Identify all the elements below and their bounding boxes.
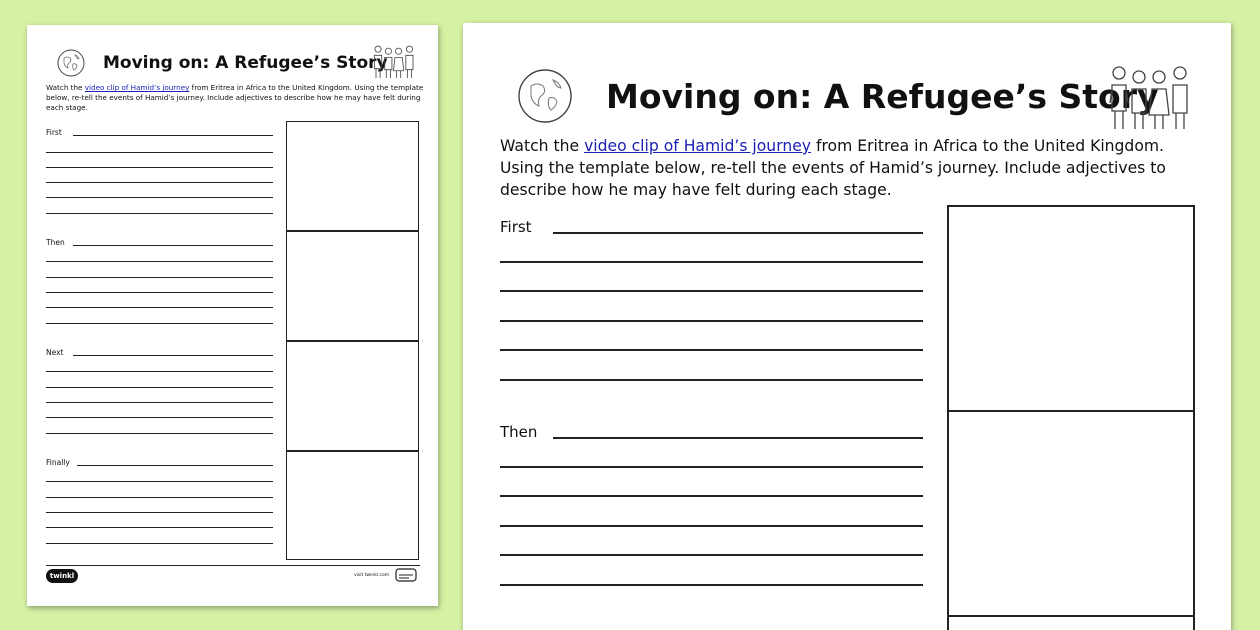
writing-line [73,355,273,356]
writing-line [46,197,273,198]
page-title: Moving on: A Refugee’s Story [103,53,388,73]
writing-line [553,437,923,439]
writing-line [73,245,273,246]
globe-icon [57,49,85,77]
writing-line [500,554,923,556]
worksheet-zoomed [463,23,1231,630]
writing-line [46,387,273,388]
writing-line [46,543,273,544]
globe-icon [517,68,573,124]
video-clip-link[interactable]: video clip of Hamid’s journey [84,83,190,92]
worksheet-thumbnail [27,25,438,606]
box-divider [287,450,418,452]
writing-line [46,152,273,153]
writing-line [46,167,273,168]
writing-line [500,349,923,351]
writing-line [500,584,923,586]
stage-label-finally: Finally [46,458,70,467]
instructions-text: Watch the video clip of Hamid’s journey from Eritrea in Africa to the United Kingdom. Using the template below, re-tell the events of Hamid’s journey. Include adjectives to describe how he may have felt during each stage. [46,83,424,112]
box-divider [949,615,1193,617]
footer-divider [46,565,420,566]
stage-label-first: First [46,128,62,137]
box-divider [949,410,1193,412]
video-clip-link[interactable]: video clip of Hamid’s journey [584,137,812,155]
children-illustration-icon [372,44,416,80]
drawing-boxes [286,121,419,560]
writing-line [46,213,273,214]
box-divider [287,340,418,342]
writing-line [46,481,273,482]
writing-line [46,371,273,372]
writing-line [500,495,923,497]
writing-line [46,261,273,262]
writing-line [46,292,273,293]
children-illustration-icon [1109,63,1191,133]
writing-line [46,497,273,498]
writing-line [46,527,273,528]
writing-line [46,433,273,434]
writing-line [46,307,273,308]
writing-line [500,525,923,527]
writing-line [46,323,273,324]
page-title: Moving on: A Refugee’s Story [606,77,1159,116]
stage-label-then: Then [46,238,65,247]
writing-line [500,261,923,263]
twinkl-logo: twinkl [46,569,78,583]
writing-line [77,465,273,466]
instructions-text: Watch the video clip of Hamid’s journey from Eritrea in Africa to the United Kingdom. Using the template below, re-tell the events of Hamid’s journey. Include adjectives to describe how he may have felt during each stage. [500,137,1166,199]
stage-label-then: Then [500,423,538,441]
writing-line [73,135,273,136]
writing-line [46,402,273,403]
writing-line [46,417,273,418]
stage-label-first: First [500,218,532,236]
writing-line [500,290,923,292]
box-divider [287,230,418,232]
drawing-boxes [947,205,1195,630]
writing-line [553,232,923,234]
stage-label-next: Next [46,348,64,357]
writing-line [500,379,923,381]
writing-line [46,512,273,513]
writing-line [500,466,923,468]
writing-line [500,320,923,322]
writing-line [46,182,273,183]
writing-line [46,277,273,278]
badge-icon [395,567,417,583]
visit-website-text: visit twinkl.com [354,573,390,578]
